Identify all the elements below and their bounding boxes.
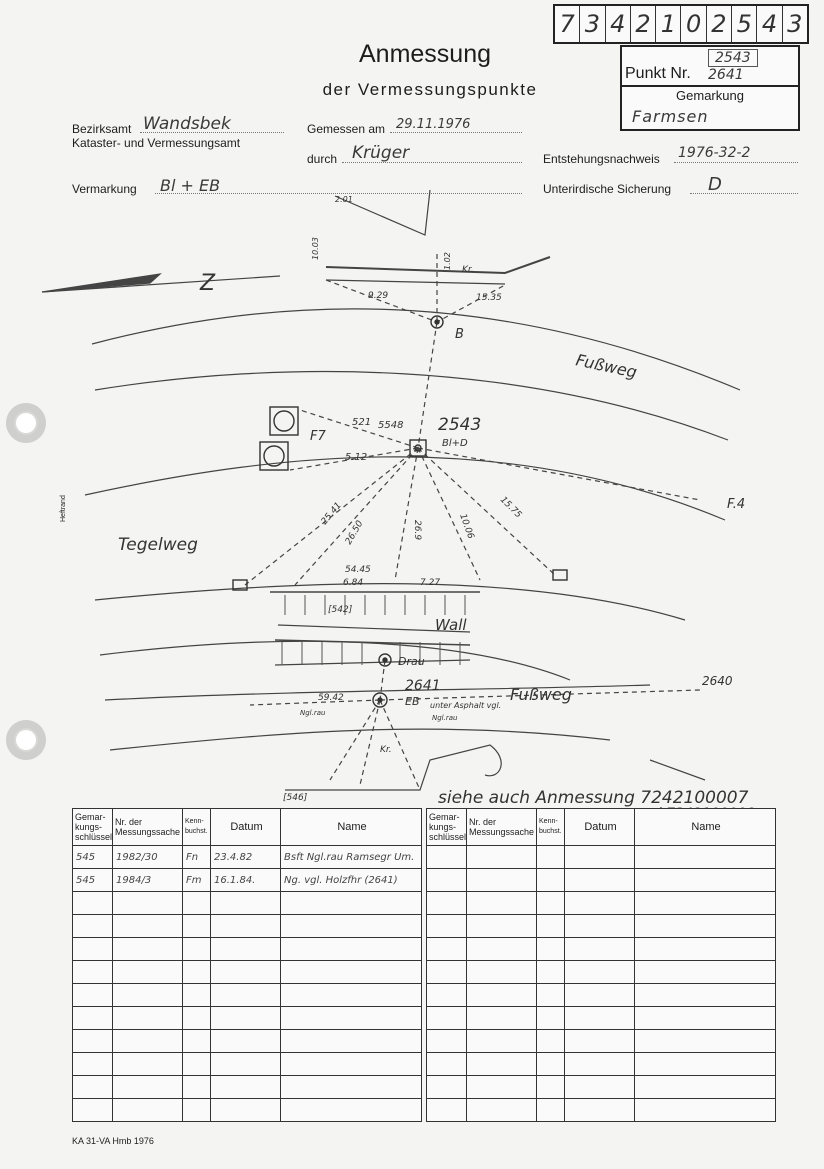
table-row — [73, 1007, 422, 1030]
heftrand-label: Heftrand — [60, 495, 67, 522]
measure-label: 10.03 — [311, 237, 320, 260]
point-2543-sub: Bl+D — [442, 438, 468, 449]
cell-name: Ng. vgl. Holzfhr (2641) — [281, 869, 422, 892]
cell-schluessel: 545 — [73, 869, 113, 892]
table-row — [427, 1076, 776, 1099]
entstehung-label: Entstehungsnachweis — [543, 152, 660, 166]
measure-label: [546] — [283, 793, 308, 803]
id-digit: 4 — [606, 6, 631, 42]
durch-value: Krüger — [352, 143, 410, 163]
measure-label: 6.84 — [343, 578, 364, 588]
form-footer: KA 31-VA Hmb 1976 — [72, 1136, 154, 1146]
measure-label: 26.9 — [412, 520, 422, 541]
id-digit: 3 — [580, 6, 605, 42]
table-row — [427, 1053, 776, 1076]
nglrau-label-2: Ngl.rau — [432, 714, 458, 722]
table-row — [73, 984, 422, 1007]
cell-schluessel: 545 — [73, 846, 113, 869]
punkt-label: Punkt Nr. — [625, 65, 691, 82]
table-row — [73, 892, 422, 915]
table-row — [427, 892, 776, 915]
col-header-name: Name — [281, 809, 422, 846]
tegelweg-label: Tegelweg — [118, 535, 198, 555]
table-row — [73, 1076, 422, 1099]
north-label: Z — [200, 271, 216, 296]
table-row — [73, 915, 422, 938]
f7-label: F7 — [310, 429, 326, 444]
id-digit: 2 — [707, 6, 732, 42]
cell-name: Bsft Ngl.rau Ramsegr Um. — [281, 846, 422, 869]
sicherung-value: D — [708, 174, 722, 195]
cell-datum: 16.1.84. — [211, 869, 281, 892]
measure-label: 9.29 — [368, 291, 389, 301]
cell-datum: 23.4.82 — [211, 846, 281, 869]
punkt-value-1: 2543 — [708, 49, 758, 67]
measure-label: 521 — [352, 417, 372, 428]
measure-label: 54.45 — [345, 565, 371, 575]
kr-label-1: Kr. — [462, 265, 474, 275]
table-row — [73, 961, 422, 984]
point-b-label: B — [455, 327, 464, 342]
col-header-name: Name — [635, 809, 776, 846]
kr-label-2: Kr. — [380, 745, 392, 755]
table-row — [427, 984, 776, 1007]
table-row — [427, 846, 776, 869]
col-header-nr: Nr. der Messungssache — [467, 809, 537, 846]
table-row — [427, 1007, 776, 1030]
id-digit: 0 — [681, 6, 706, 42]
id-digit: 7 — [555, 6, 580, 42]
id-digit: 2 — [631, 6, 656, 42]
siehe-auch-note: siehe auch Anmessung 7242100007 — [438, 788, 749, 808]
right-register-table — [426, 808, 776, 1122]
point-2641-sub: EB — [405, 695, 420, 708]
table-row — [73, 938, 422, 961]
col-header-schluessel: Gemar-kungs-schlüssel — [73, 809, 113, 846]
id-digit: 1 — [656, 6, 681, 42]
measure-label: 59.42 — [318, 693, 344, 703]
col-header-datum: Datum — [565, 809, 635, 846]
cell-nr: 1982/30 — [113, 846, 183, 869]
wall-label: Wall — [435, 616, 467, 634]
table-row — [427, 1099, 776, 1122]
measure-label: 7.27 — [420, 578, 441, 588]
col-header-datum: Datum — [211, 809, 281, 846]
gemarkung-value: Farmsen — [632, 107, 709, 126]
cell-nr: 1984/3 — [113, 869, 183, 892]
measure-label: 15.75 — [497, 495, 524, 521]
fussweg-label-1: Fußweg — [574, 350, 639, 382]
measure-label: 5548 — [378, 420, 404, 431]
left-register-table — [72, 808, 422, 1122]
nglrau-label-1: Ngl.rau — [300, 709, 326, 717]
amt-label: Kataster- und Vermessungsamt — [72, 136, 241, 150]
unter-asphalt-label: unter Asphalt vgl. — [430, 701, 502, 710]
gemessen-label: Gemessen am — [307, 122, 386, 136]
cell-kenn: Fn — [183, 846, 211, 869]
sicherung-label: Unterirdische Sicherung — [543, 182, 672, 196]
bezirksamt-value: Wandsbek — [143, 114, 231, 134]
table-row — [427, 961, 776, 984]
vermarkung-label: Vermarkung — [72, 182, 137, 196]
measure-label: 5.12 — [345, 452, 368, 463]
table-row — [427, 869, 776, 892]
table-row — [427, 938, 776, 961]
table-row — [427, 1030, 776, 1053]
page-title: Anmessung — [358, 40, 492, 68]
point-2641-label: 2641 — [405, 678, 441, 694]
table-row — [73, 1099, 422, 1122]
measure-label: 15.35 — [476, 293, 502, 303]
fussweg-label-2: Fußweg — [510, 685, 572, 704]
measure-label: 26.50 — [343, 519, 366, 547]
bezirksamt-label: Bezirksamt — [72, 122, 132, 136]
entstehung-value: 1976-32-2 — [678, 145, 751, 161]
table-row — [73, 869, 422, 892]
table-row — [427, 915, 776, 938]
measure-label: 2.01 — [335, 195, 353, 204]
vermarkung-value: Bl + EB — [160, 176, 221, 195]
id-digit: 4 — [757, 6, 782, 42]
table-row — [73, 1053, 422, 1076]
point-2543-label: 2543 — [438, 415, 482, 435]
col-header-schluessel: Gemar-kungs-schlüssel — [427, 809, 467, 846]
table-row — [73, 1030, 422, 1053]
measure-label: 10.06 — [457, 512, 476, 541]
id-digit: 5 — [732, 6, 757, 42]
drau-label: Drau — [398, 655, 425, 668]
page-subtitle: der Vermessungspunkte — [322, 80, 538, 99]
point-2640-label: 2640 — [702, 674, 733, 688]
col-header-nr: Nr. der Messungssache — [113, 809, 183, 846]
col-header-kenn: Kenn-buchst. — [537, 809, 565, 846]
measure-label: 25.41 — [319, 500, 344, 527]
cell-kenn: Fm — [183, 869, 211, 892]
gemarkung-label: Gemarkung — [676, 88, 744, 103]
measure-label: [542] — [328, 605, 353, 615]
punkt-value-2: 2641 — [708, 67, 744, 83]
gemessen-value: 29.11.1976 — [396, 117, 471, 132]
durch-label: durch — [307, 152, 338, 166]
table-row — [73, 846, 422, 869]
f4-label: F.4 — [727, 497, 746, 512]
col-header-kenn: Kenn-buchst. — [183, 809, 211, 846]
id-digit: 3 — [787, 10, 803, 38]
measure-label: 1.02 — [443, 252, 452, 270]
